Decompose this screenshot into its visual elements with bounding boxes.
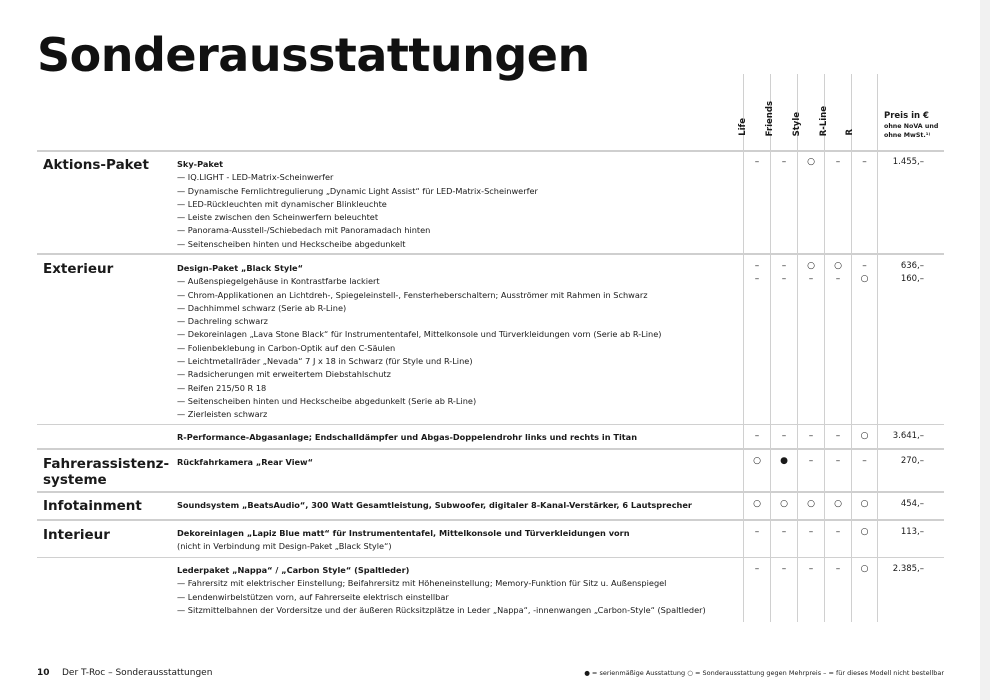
availability-friends: [770, 521, 797, 558]
row-title: Rückfahrkamera „Rear View“: [177, 457, 314, 467]
page-number: 10: [37, 668, 50, 678]
availability-mark: –: [808, 456, 814, 466]
column-label-life: Life: [737, 118, 748, 136]
price-cell: [877, 558, 944, 622]
availability-style: [797, 255, 824, 425]
availability-friends: [770, 493, 797, 520]
footer-title: Der T-Roc – Sonderausstattungen: [62, 668, 213, 678]
page-edge: [980, 0, 990, 700]
availability-mark: –: [835, 157, 841, 167]
availability-mark: ○: [860, 274, 869, 285]
availability-r: [851, 425, 877, 449]
availability-r: [851, 450, 877, 492]
availability-r-line: [824, 151, 851, 254]
section-label: Fahrerassistenz-systeme: [43, 456, 170, 488]
availability-mark: –: [835, 456, 841, 466]
bullet-item: — Dachreling schwarz: [177, 315, 737, 328]
availability-r: [851, 255, 877, 425]
availability-life: [743, 558, 770, 622]
column-label-friends: Friends: [764, 100, 775, 136]
row-description: [177, 262, 737, 422]
column-label-style: Style: [791, 111, 802, 136]
row-title: Design-Paket „Black Style“: [177, 263, 303, 273]
availability-mark: –: [754, 431, 760, 441]
availability-life: [743, 521, 770, 558]
row-description: [177, 527, 737, 554]
bullet-item: — Reifen 215/50 R 18: [177, 382, 737, 395]
row-description: [177, 564, 737, 617]
price-value: 3.641,–: [892, 431, 924, 441]
bullet-item: — Seitenscheiben hinten und Heckscheibe abgedunkelt (Serie ab R-Line): [177, 395, 737, 408]
table-row: [37, 151, 944, 255]
price-cell: [877, 255, 944, 425]
table-row: [37, 521, 944, 558]
availability-mark: –: [808, 431, 814, 441]
bullet-item: — Zierleisten schwarz: [177, 408, 737, 421]
availability-style: [797, 450, 824, 492]
section-label: Aktions-Paket: [43, 157, 149, 173]
availability-mark: –: [781, 261, 787, 271]
column-label-r-line: R-Line: [818, 105, 829, 136]
bullet-item: — Leichtmetallräder „Nevada“ 7 J x 18 in Schwarz (für Style und R-Line): [177, 355, 737, 368]
price-header-title: Preis in €: [884, 111, 929, 121]
bullet-item: — Lendenwirbelstützen vorn, auf Fahrerseite elektrisch einstellbar: [177, 591, 737, 604]
bullet-item: — Dekoreinlagen „Lava Stone Black“ für Instrumententafel, Mittelkonsole und Türverkleidungen vorn (Serie ab R-Line): [177, 328, 737, 341]
price-value: 2.385,–: [892, 564, 924, 574]
row-note: (nicht in Verbindung mit Design-Paket „Black Style“): [177, 541, 392, 552]
column-header-r: [845, 74, 878, 150]
availability-mark: ○: [807, 499, 815, 509]
availability-mark: –: [754, 564, 760, 574]
price-value: 1.455,–: [892, 157, 924, 167]
price-value: 454,–: [900, 499, 924, 509]
table-row: [37, 425, 944, 450]
availability-mark: ○: [753, 499, 761, 509]
section-label: Exterieur: [43, 261, 114, 277]
availability-style: [797, 151, 824, 254]
row-title: Sky-Paket: [177, 159, 224, 169]
availability-mark: –: [781, 527, 787, 537]
row-title: Lederpaket „Nappa“ / „Carbon Style“ (Spaltleder): [177, 565, 410, 575]
availability-r: [851, 558, 877, 622]
row-title: Dekoreinlagen „Lapiz Blue matt“ für Instrumententafel, Mittelkonsole und Türverkleidungen vorn: [177, 528, 630, 538]
price-cell: [877, 450, 944, 492]
price-cell: [877, 493, 944, 520]
availability-mark: ○: [860, 499, 869, 509]
column-header-price: [877, 74, 945, 150]
availability-mark: –: [862, 157, 867, 167]
row-description: [177, 431, 737, 444]
column-header-r-line: [818, 74, 852, 150]
availability-r: [851, 493, 877, 520]
price-value: 160,–: [900, 274, 924, 285]
availability-mark: –: [781, 564, 787, 574]
price-cell: [877, 151, 944, 254]
availability-mark: –: [835, 564, 841, 574]
availability-friends: [770, 558, 797, 622]
table-row: [37, 493, 944, 521]
price-value: 636,–: [900, 261, 924, 271]
availability-mark: –: [835, 431, 841, 441]
availability-r-line: [824, 493, 851, 520]
price-cell: [877, 521, 944, 558]
section-label: Infotainment: [43, 498, 142, 514]
column-label-r: R: [845, 129, 855, 136]
legend: ● = serienmäßige Ausstattung ○ = Sonderausstattung gegen Mehrpreis – = für dieses Modell nicht bestellbar: [584, 669, 944, 677]
availability-mark: ●: [780, 456, 788, 466]
availability-mark: –: [781, 431, 787, 441]
availability-mark: –: [862, 261, 867, 271]
bullet-item: — Folienbeklebung in Carbon-Optik auf den C-Säulen: [177, 342, 737, 355]
availability-mark: ○: [834, 261, 842, 271]
availability-mark: –: [808, 527, 814, 537]
availability-mark: –: [808, 564, 814, 574]
availability-mark: –: [754, 261, 760, 271]
row-title: Soundsystem „BeatsAudio“, 300 Watt Gesamtleistung, Subwoofer, digitaler 8-Kanal-Verstärker, 6 Lautsprecher: [177, 500, 692, 510]
availability-friends: [770, 151, 797, 254]
table-row: [37, 558, 944, 621]
bullet-item: — Fahrersitz mit elektrischer Einstellung; Beifahrersitz mit Höheneinstellung; Memory-Funktion für Sitz u. Außenspiegel: [177, 577, 737, 590]
availability-style: [797, 521, 824, 558]
availability-r-line: [824, 255, 851, 425]
availability-mark: –: [781, 274, 787, 285]
bullet-item: — Panorama-Ausstell-/Schiebedach mit Panoramadach hinten: [177, 224, 737, 237]
availability-mark: ○: [860, 564, 869, 574]
availability-r-line: [824, 521, 851, 558]
availability-mark: ○: [834, 499, 842, 509]
availability-style: [797, 493, 824, 520]
price-header-subtitle: ohne NoVA und ohne MwSt.¹⁾: [884, 123, 939, 139]
availability-r-line: [824, 558, 851, 622]
row-description: [177, 499, 737, 512]
availability-mark: ○: [807, 157, 815, 167]
availability-r: [851, 151, 877, 254]
bullet-item: — IQ.LIGHT - LED-Matrix-Scheinwerfer: [177, 171, 737, 184]
availability-mark: ○: [780, 499, 788, 509]
bullet-item: — Chrom-Applikationen an Lichtdreh-, Spiegeleinstell-, Fensterheberschaltern; Ausströmer mit Rahmen in Schwarz: [177, 289, 737, 302]
availability-mark: –: [835, 527, 841, 537]
availability-style: [797, 425, 824, 449]
availability-r-line: [824, 425, 851, 449]
bullet-item: — Dynamische Fernlichtregulierung „Dynamic Light Assist“ für LED-Matrix-Scheinwerfer: [177, 185, 737, 198]
availability-mark: –: [754, 157, 760, 167]
table-row: [37, 450, 944, 493]
availability-friends: [770, 425, 797, 449]
availability-friends: [770, 450, 797, 492]
bullet-item: — Radsicherungen mit erweitertem Diebstahlschutz: [177, 368, 737, 381]
availability-r: [851, 521, 877, 558]
availability-mark: –: [862, 456, 867, 466]
availability-life: [743, 493, 770, 520]
price-cell: [877, 425, 944, 449]
section-label: Interieur: [43, 527, 110, 543]
availability-friends: [770, 255, 797, 425]
availability-mark: –: [781, 157, 787, 167]
availability-mark: –: [754, 274, 760, 285]
bullet-item: — Leiste zwischen den Scheinwerfern beleuchtet: [177, 211, 737, 224]
availability-mark: –: [835, 274, 841, 285]
availability-life: [743, 151, 770, 254]
bullet-item: — Sitzmittelbahnen der Vordersitze und der äußeren Rücksitzplätze in Leder „Nappa“, -innenwangen „Carbon-Style“ (Spaltleder): [177, 604, 737, 617]
price-value: 113,–: [900, 527, 924, 537]
bullet-item: — LED-Rückleuchten mit dynamischer Blinkleuchte: [177, 198, 737, 211]
row-title: R-Performance-Abgasanlage; Endschalldämpfer und Abgas-Doppelendrohr links und rechts in Titan: [177, 432, 638, 442]
availability-mark: –: [754, 527, 760, 537]
availability-mark: –: [808, 274, 814, 285]
availability-mark: ○: [807, 261, 815, 271]
price-value: 270,–: [900, 456, 924, 466]
availability-r-line: [824, 450, 851, 492]
availability-mark: ○: [753, 456, 761, 466]
availability-mark: ○: [860, 431, 869, 441]
row-description: [177, 158, 737, 251]
availability-life: [743, 255, 770, 425]
availability-life: [743, 450, 770, 492]
availability-style: [797, 558, 824, 622]
table-row: [37, 255, 944, 425]
availability-mark: ○: [860, 527, 869, 537]
bullet-item: — Dachhimmel schwarz (Serie ab R-Line): [177, 302, 737, 315]
row-description: [177, 456, 737, 469]
bullet-item: — Seitenscheiben hinten und Heckscheibe abgedunkelt: [177, 238, 737, 251]
page-title: Sonderausstattungen: [37, 28, 590, 82]
availability-life: [743, 425, 770, 449]
bullet-item: — Außenspiegelgehäuse in Kontrastfarbe lackiert: [177, 275, 737, 288]
